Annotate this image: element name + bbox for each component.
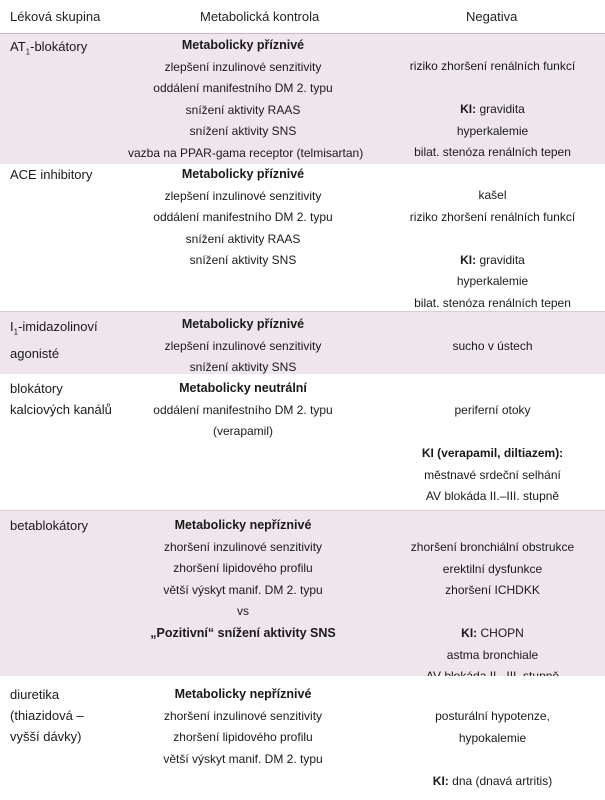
negative-item: riziko zhoršení renálních funkcí xyxy=(409,59,576,73)
group-label-subscript: 1 xyxy=(25,47,31,57)
negative-item: sucho v ústech xyxy=(452,339,533,353)
control-item: zlepšení inzulinové senzitivity xyxy=(164,59,322,74)
metabolic-status-title: Metabolicky příznivé xyxy=(181,38,305,52)
metabolic-control-cell xyxy=(128,314,358,379)
contraindication-label: KI: xyxy=(432,773,449,788)
contraindication-item: gravidita xyxy=(479,252,525,267)
control-item: zhoršení lipidového profilu xyxy=(173,561,313,575)
control-item: zhoršení inzulinové senzitivity xyxy=(163,708,323,723)
table-header xyxy=(0,0,605,34)
group-label-part: -imidazolinoví xyxy=(18,319,98,334)
negatives-cell xyxy=(390,537,595,688)
metabolic-control-cell xyxy=(128,35,364,164)
contraindication-label: KI: xyxy=(460,252,477,267)
control-item: oddálení manifestního DM 2. typu xyxy=(153,402,333,417)
table-row-calcium-channel-blockers xyxy=(0,374,605,510)
group-label-part: kalciových kanálů xyxy=(10,402,112,417)
negatives-cell xyxy=(390,706,595,792)
metabolic-control-cell xyxy=(128,515,358,644)
control-item: snížení aktivity SNS xyxy=(189,124,297,138)
negative-item: zhoršení ICHDKK xyxy=(445,583,540,597)
control-item: větší výskyt manif. DM 2. typu xyxy=(163,582,323,597)
contraindication-item: CHOPN xyxy=(480,626,524,640)
positive-effect-line xyxy=(128,623,358,645)
metabolic-status-title: Metabolicky nepříznivé xyxy=(174,687,312,701)
metabolic-control-cell xyxy=(128,378,358,443)
negatives-cell xyxy=(390,56,595,164)
negative-item: zhoršení bronchiální obstrukce xyxy=(410,540,575,554)
control-item: snížení aktivity RAAS xyxy=(185,231,301,246)
drug-group-cell xyxy=(10,316,140,364)
table-row-ace-inhibitors xyxy=(0,164,605,311)
control-item: oddálení manifestního DM 2. typu xyxy=(153,81,333,95)
control-item: snížení aktivity SNS xyxy=(189,360,297,374)
group-label-part: I xyxy=(10,319,14,334)
drug-group-cell: betablokátory xyxy=(10,518,89,533)
negative-item: periferní otoky xyxy=(454,403,531,417)
control-item: oddálení manifestního DM 2. typu xyxy=(153,210,333,224)
control-item: snížení aktivity SNS xyxy=(189,253,297,267)
contraindication-item: astma bronchiale xyxy=(446,647,539,662)
contraindication-line xyxy=(390,771,595,793)
contraindication-item: gravidita xyxy=(479,102,525,116)
contraindication-item: dna (dnavá artritis) xyxy=(452,773,553,788)
table-row-beta-blockers xyxy=(0,510,605,677)
group-label-part: diuretika xyxy=(10,687,60,702)
metabolic-status-title: Metabolicky příznivé xyxy=(181,167,305,181)
control-item: větší výskyt manif. DM 2. typu xyxy=(163,751,323,766)
contraindication-line xyxy=(390,623,595,645)
drug-group-cell: ACE inhibitory xyxy=(10,167,93,182)
contraindication-item: hyperkalemie xyxy=(456,123,529,138)
header-metabolic-control: Metabolická kontrola xyxy=(200,9,320,24)
drug-group-cell xyxy=(10,36,140,63)
group-label-part: -blokátory xyxy=(30,39,88,54)
contraindication-item: bilat. stenóza renálních tepen xyxy=(414,145,571,159)
negative-item: erektilní dysfunkce xyxy=(442,561,543,576)
control-item: zhoršení lipidového profilu xyxy=(173,730,313,744)
drug-group-cell xyxy=(10,378,140,420)
group-label-part: (thiazidová – xyxy=(10,708,84,723)
negative-item: hypokalemie xyxy=(458,730,527,745)
contraindication-item: hyperkalemie xyxy=(456,274,529,288)
contraindication-line xyxy=(390,99,595,121)
positive-effect-label: „Pozitivní“ xyxy=(150,625,215,640)
metabolic-status-title: Metabolicky neutrální xyxy=(179,381,307,395)
contraindication-item: bilat. stenóza renálních tepen xyxy=(414,295,571,310)
metabolic-control-cell xyxy=(128,164,358,272)
table-row-diuretics xyxy=(0,676,605,800)
group-label-part: vyšší dávky) xyxy=(10,729,82,744)
metabolic-status-title: Metabolicky příznivé xyxy=(181,317,305,331)
negatives-cell xyxy=(390,336,595,358)
control-item: zhoršení inzulinové senzitivity xyxy=(163,539,323,554)
control-item: zlepšení inzulinové senzitivity xyxy=(164,188,322,203)
control-item: vazba na PPAR-gama receptor (telmisartan) xyxy=(128,145,364,160)
negative-item: posturální hypotenze, xyxy=(435,709,550,723)
metabolic-control-cell xyxy=(128,684,358,770)
metabolic-status-title: Metabolicky nepříznivé xyxy=(174,518,312,532)
contraindication-line xyxy=(390,250,595,272)
table-row-at1-blockers xyxy=(0,34,605,164)
contraindication-label: KI: xyxy=(460,102,477,116)
negatives-cell xyxy=(390,400,595,508)
group-label-part: agonisté xyxy=(10,345,60,361)
contraindication-item: městnavé srdeční selhání xyxy=(424,467,561,482)
group-label-subscript: 1 xyxy=(13,327,19,337)
contraindication-item: AV blokáda II.–III. stupně xyxy=(425,489,560,503)
positive-effect-text: snížení aktivity SNS xyxy=(217,625,336,640)
negative-item: kašel xyxy=(478,188,507,202)
control-item: snížení aktivity RAAS xyxy=(185,102,301,117)
group-label-part: AT xyxy=(10,39,26,54)
header-drug-group: Léková skupina xyxy=(10,9,101,24)
contraindication-label: KI: xyxy=(461,626,478,640)
group-label-part: blokátory xyxy=(10,381,63,396)
header-negatives: Negativa xyxy=(466,9,518,24)
control-item: zlepšení inzulinové senzitivity xyxy=(164,338,322,353)
contraindication-label: KI (verapamil, diltiazem): xyxy=(421,446,564,460)
negatives-cell xyxy=(390,185,595,314)
table-row-imidazoline-agonists xyxy=(0,311,605,375)
control-item: (verapamil) xyxy=(212,424,273,438)
versus-label: vs xyxy=(237,604,249,618)
drug-group-cell xyxy=(10,684,140,747)
negative-item: riziko zhoršení renálních funkcí xyxy=(409,209,576,224)
